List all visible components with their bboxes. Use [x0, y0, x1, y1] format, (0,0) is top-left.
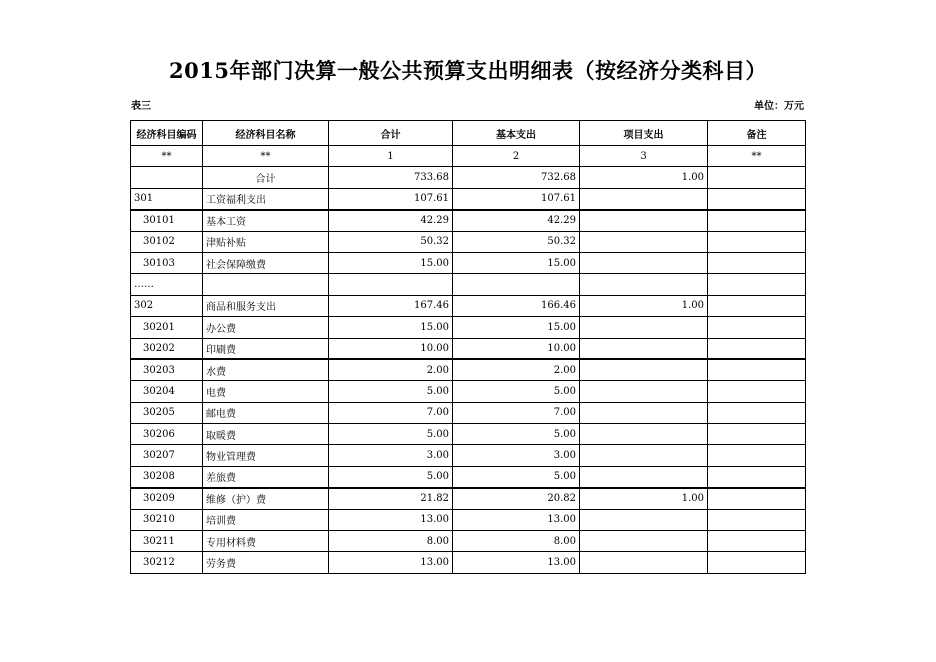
code-cell: 302: [131, 295, 203, 316]
project-cell: 1.00: [580, 488, 708, 509]
total-cell: 5.00: [329, 466, 453, 487]
header-name: 经济科目名称: [203, 121, 329, 146]
name-cell: 维修（护）费: [203, 488, 329, 509]
table-row: [131, 488, 806, 509]
header-note: 备注: [708, 121, 806, 146]
basic-cell: 42.29: [453, 210, 580, 231]
name-cell: 劳务费: [203, 552, 329, 573]
name-cell: 印刷费: [203, 338, 329, 359]
table-row: [131, 252, 806, 273]
note-cell: [708, 231, 806, 252]
basic-cell: 5.00: [453, 466, 580, 487]
header-total: 合计: [329, 121, 453, 146]
project-cell: [580, 509, 708, 530]
table-row: [131, 381, 806, 402]
basic-cell: 10.00: [453, 338, 580, 359]
basic-cell: 5.00: [453, 381, 580, 402]
total-cell: 5.00: [329, 424, 453, 445]
table-row: [131, 552, 806, 573]
name-cell: 培训费: [203, 509, 329, 530]
name-cell: 专用材料费: [203, 531, 329, 552]
name-cell: 物业管理费: [203, 445, 329, 466]
basic-cell: 13.00: [453, 509, 580, 530]
index-cell: **: [708, 146, 806, 167]
code-cell: 30203: [131, 359, 203, 380]
note-cell: [708, 424, 806, 445]
index-cell: **: [131, 146, 203, 167]
name-cell: 水费: [203, 359, 329, 380]
basic-cell: 2.00: [453, 359, 580, 380]
note-cell: [708, 338, 806, 359]
total-cell: 3.00: [329, 445, 453, 466]
code-cell: 30103: [131, 252, 203, 273]
page-title: 2015年部门决算一般公共预算支出明细表（按经济分类科目）: [169, 58, 767, 83]
table-row: [131, 274, 806, 295]
total-cell: [329, 274, 453, 295]
project-cell: [580, 338, 708, 359]
code-cell: ……: [131, 274, 203, 295]
code-cell: 30208: [131, 466, 203, 487]
total-cell: 42.29: [329, 210, 453, 231]
basic-cell: 7.00: [453, 402, 580, 423]
note-cell: [708, 188, 806, 209]
project-cell: [580, 424, 708, 445]
basic-cell: [453, 274, 580, 295]
table-row: [131, 231, 806, 252]
table-row: [131, 445, 806, 466]
note-cell: [708, 402, 806, 423]
index-row: [131, 146, 806, 167]
code-cell: 30102: [131, 231, 203, 252]
basic-cell: 8.00: [453, 531, 580, 552]
code-cell: 30202: [131, 338, 203, 359]
header-project: 项目支出: [580, 121, 708, 146]
note-cell: [708, 445, 806, 466]
name-cell: 办公费: [203, 317, 329, 338]
table-row: [131, 466, 806, 487]
name-cell: 商品和服务支出: [203, 295, 329, 316]
code-cell: 30204: [131, 381, 203, 402]
note-cell: [708, 252, 806, 273]
basic-cell: 3.00: [453, 445, 580, 466]
basic-cell: 20.82: [453, 488, 580, 509]
name-cell: 取暖费: [203, 424, 329, 445]
total-cell: 15.00: [329, 252, 453, 273]
total-cell: 10.00: [329, 338, 453, 359]
total-cell: 8.00: [329, 531, 453, 552]
project-cell: [580, 252, 708, 273]
index-cell: **: [203, 146, 329, 167]
note-cell: [708, 466, 806, 487]
note-cell: [708, 295, 806, 316]
basic-cell: 50.32: [453, 231, 580, 252]
project-cell: [580, 317, 708, 338]
name-cell: 基本工资: [203, 210, 329, 231]
project-cell: 1.00: [580, 167, 708, 188]
project-cell: [580, 231, 708, 252]
basic-cell: 5.00: [453, 424, 580, 445]
code-cell: 301: [131, 188, 203, 209]
basic-cell: 15.00: [453, 252, 580, 273]
note-cell: [708, 317, 806, 338]
code-cell: 30206: [131, 424, 203, 445]
table-row: [131, 402, 806, 423]
basic-cell: 15.00: [453, 317, 580, 338]
header-code: 经济科目编码: [131, 121, 203, 146]
code-cell: 30207: [131, 445, 203, 466]
note-cell: [708, 210, 806, 231]
index-cell: 2: [453, 146, 580, 167]
project-cell: [580, 188, 708, 209]
note-cell: [708, 359, 806, 380]
basic-cell: 13.00: [453, 552, 580, 573]
table-row: [131, 210, 806, 231]
unit-label: 单位：万元: [754, 101, 804, 112]
code-cell: 30201: [131, 317, 203, 338]
basic-cell: 107.61: [453, 188, 580, 209]
total-cell: 733.68: [329, 167, 453, 188]
total-cell: 13.00: [329, 509, 453, 530]
header-basic: 基本支出: [453, 121, 580, 146]
basic-cell: 166.46: [453, 295, 580, 316]
table-row: [131, 424, 806, 445]
note-cell: [708, 552, 806, 573]
total-cell: 50.32: [329, 231, 453, 252]
note-cell: [708, 167, 806, 188]
total-cell: 7.00: [329, 402, 453, 423]
project-cell: [580, 466, 708, 487]
name-cell: 电费: [203, 381, 329, 402]
table-row: [131, 531, 806, 552]
note-cell: [708, 509, 806, 530]
note-cell: [708, 488, 806, 509]
project-cell: [580, 552, 708, 573]
code-cell: 30101: [131, 210, 203, 231]
note-cell: [708, 531, 806, 552]
table-row: [131, 188, 806, 209]
code-cell: 30205: [131, 402, 203, 423]
total-cell: 167.46: [329, 295, 453, 316]
table-row: [131, 167, 806, 188]
table-row: [131, 509, 806, 530]
table-number: 表三: [131, 101, 151, 112]
project-cell: [580, 381, 708, 402]
name-cell: 社会保障缴费: [203, 252, 329, 273]
table-row: [131, 359, 806, 380]
basic-cell: 732.68: [453, 167, 580, 188]
project-cell: [580, 359, 708, 380]
index-cell: 3: [580, 146, 708, 167]
project-cell: [580, 402, 708, 423]
project-cell: 1.00: [580, 295, 708, 316]
code-cell: 30211: [131, 531, 203, 552]
total-cell: 5.00: [329, 381, 453, 402]
header-row: [131, 121, 806, 146]
table-row: [131, 338, 806, 359]
code-cell: 30209: [131, 488, 203, 509]
note-cell: [708, 274, 806, 295]
total-cell: 15.00: [329, 317, 453, 338]
name-cell: 合计: [203, 167, 329, 188]
table-row: [131, 317, 806, 338]
total-cell: 21.82: [329, 488, 453, 509]
project-cell: [580, 210, 708, 231]
project-cell: [580, 274, 708, 295]
project-cell: [580, 445, 708, 466]
name-cell: [203, 274, 329, 295]
name-cell: 差旅费: [203, 466, 329, 487]
table-row: [131, 295, 806, 316]
note-cell: [708, 381, 806, 402]
code-cell: [131, 167, 203, 188]
index-cell: 1: [329, 146, 453, 167]
code-cell: 30212: [131, 552, 203, 573]
code-cell: 30210: [131, 509, 203, 530]
total-cell: 13.00: [329, 552, 453, 573]
total-cell: 2.00: [329, 359, 453, 380]
name-cell: 工资福利支出: [203, 188, 329, 209]
name-cell: 邮电费: [203, 402, 329, 423]
project-cell: [580, 531, 708, 552]
name-cell: 津贴补贴: [203, 231, 329, 252]
expenditure-table: [130, 120, 806, 574]
total-cell: 107.61: [329, 188, 453, 209]
